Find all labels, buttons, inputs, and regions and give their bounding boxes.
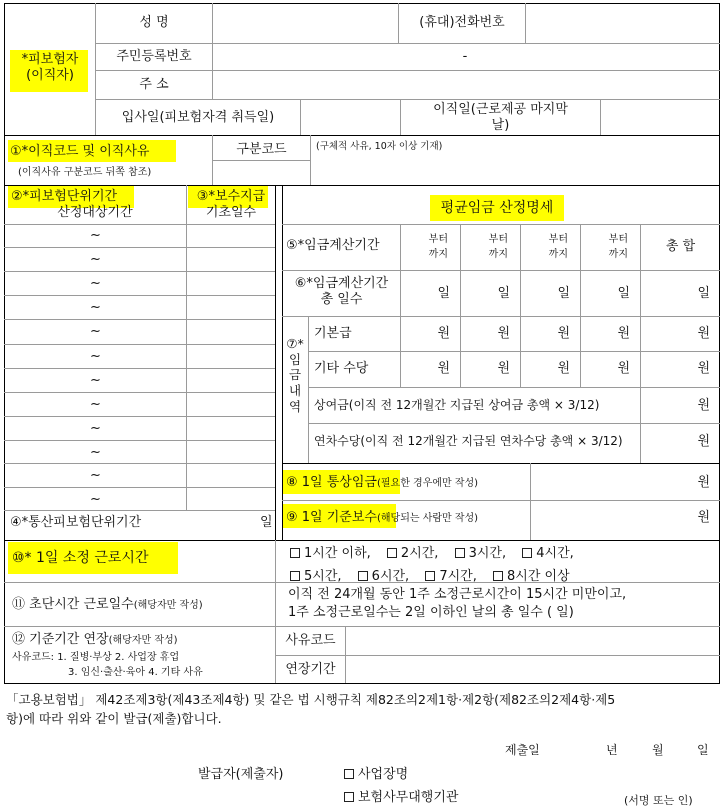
annual-leave-label-text: 연차수당(이직 전 12개월간 지급된 연차수당 총액 × 3/12) (314, 434, 623, 448)
period-row-5: ~ (90, 324, 101, 339)
wage-from-to-1 (400, 232, 460, 262)
base-pay-won-4: 원 (617, 326, 630, 341)
base-pay-label: 기본급 (314, 326, 352, 341)
extension-label: ⑫ 기준기간 연장 (12, 632, 109, 647)
name-label: 성 명 (139, 15, 169, 30)
issuer-label: 발급자(제출자) (198, 767, 284, 782)
total-days-label (283, 276, 400, 307)
other-won-4: 원 (617, 361, 630, 376)
insured-label (5, 52, 95, 83)
short-time (12, 597, 203, 613)
ordinary-wage (286, 475, 478, 491)
checkbox-6h[interactable] (358, 571, 368, 581)
period-row-8: ~ (90, 397, 101, 412)
period-row-1: ~ (90, 228, 101, 243)
bonus-label (314, 398, 599, 412)
date-label: 제출일 (505, 743, 540, 757)
days-unit-1: 일 (437, 286, 450, 301)
wage-period-label: ⑤*임금계산기간 (286, 238, 380, 253)
period-row-10: ~ (90, 445, 101, 460)
option-4h: 4시간, (536, 546, 574, 561)
to-2: 까지 (488, 249, 508, 260)
from-4: 부터 (608, 234, 628, 245)
period-row-3: ~ (90, 276, 101, 291)
other-allowance-label: 기타 수당 (314, 361, 369, 376)
bonus-label-text: 상여금(이직 전 12개월간 지급된 상여금 총액 × 3/12) (314, 398, 600, 412)
wage-total-label: 총 합 (665, 239, 696, 254)
days-unit-3: 일 (557, 286, 570, 301)
checkbox-3h[interactable] (455, 548, 465, 558)
option-5h: 5시간, (304, 569, 342, 584)
other-won-5: 원 (697, 361, 710, 376)
reason-code-label: 사유코드 (285, 633, 336, 648)
total-period-label: ④*통산피보험단위기간 (10, 515, 142, 530)
leave-reason-subtitle: (이직사유 구분코드 뒤쪽 참조) (18, 167, 152, 178)
base-pay-daily (286, 510, 478, 526)
checkbox-2h[interactable] (387, 548, 397, 558)
to-4: 까지 (608, 249, 628, 260)
checkbox-business[interactable] (344, 769, 354, 779)
wage-from-to-4 (580, 232, 640, 262)
wage-details-side-label: ⑦*임금내역 (286, 336, 304, 414)
extension-period-label: 연장기간 (285, 662, 336, 677)
days-unit-2: 일 (497, 286, 510, 301)
extension-note: (해당자만 작성) (108, 635, 178, 646)
option-3h: 3시간, (468, 546, 507, 561)
ordinary-wage-won: 원 (697, 475, 710, 490)
base-pay-won-2: 원 (497, 326, 510, 341)
from-2: 부터 (488, 234, 508, 245)
option-business-label: 사업장명 (358, 767, 409, 782)
period-row-4: ~ (90, 300, 101, 315)
short-time-label: ⑪ 초단시간 근로일수 (12, 597, 134, 612)
ordinary-wage-label: ⑧ 1일 통상임금 (286, 475, 377, 490)
rrn-label: 주민등록번호 (116, 49, 192, 64)
leave-reason-title: ①*이직코드 및 이직사유 (10, 144, 150, 159)
work-hours-label: ⑩* 1일 소정 근로시간 (12, 550, 149, 566)
period-header-line1: ②*피보험단위기간 (11, 189, 118, 204)
checkbox-7h[interactable] (425, 571, 435, 581)
checkbox-5h[interactable] (290, 571, 300, 581)
statement-line1: 「고용보험법」 제42조제3항(제43조제4항) 및 같은 법 시행규칙 제82조의2제1항·제2항(제82조의2제4항·제5 (6, 692, 616, 707)
period-header (5, 189, 185, 220)
days-unit-5: 일 (697, 286, 710, 301)
date-day: 일 (697, 743, 709, 757)
extension-codes-line1: 사유코드: 1. 질병·부상 2. 사업장 휴업 (12, 652, 180, 663)
leave-date-line2: 날) (491, 117, 510, 133)
work-hours-options-row1 (290, 542, 586, 561)
signature-label: (서명 또는 인) (624, 794, 693, 807)
insured-label-line1: *피보험자 (21, 52, 79, 67)
pay-days-header-line1: ③*보수지급 (196, 189, 266, 204)
statement-line2: 항)에 따라 위와 같이 발급(제출)합니다. (6, 711, 222, 727)
leave-code-label: 구분코드 (236, 142, 287, 157)
to-3: 까지 (548, 249, 568, 260)
from-1: 부터 (428, 234, 448, 245)
base-pay-daily-label: ⑨ 1일 기준보수 (286, 510, 377, 525)
annual-leave-label (314, 434, 623, 448)
leave-detail-hint: (구체적 사유, 10자 이상 기재) (316, 141, 443, 152)
wage-from-to-3 (520, 232, 580, 262)
base-pay-daily-won: 원 (697, 510, 710, 525)
total-days-line2: 총 일수 (320, 291, 363, 307)
period-row-9: ~ (90, 421, 101, 436)
other-won-3: 원 (557, 361, 570, 376)
period-row-2: ~ (90, 252, 101, 267)
checkbox-1h[interactable] (290, 548, 300, 558)
statement (6, 690, 615, 729)
short-time-note: (해당자만 작성) (133, 600, 203, 611)
base-pay-won-5: 원 (697, 326, 710, 341)
option-1h: 1시간 이하, (304, 546, 371, 561)
insured-label-line2: (이직자) (26, 67, 74, 83)
hire-date-label: 입사일(피보험자격 취득일) (121, 110, 275, 125)
to-1: 까지 (428, 249, 448, 260)
checkbox-agency[interactable] (344, 792, 354, 802)
rrn-separator: - (462, 49, 468, 64)
period-row-6: ~ (90, 349, 101, 364)
short-time-desc-line1: 이직 전 24개월 동안 1주 소정근로시간이 15시간 미만이고, (288, 587, 627, 602)
total-days-line1: ⑥*임금계산기간 (294, 276, 389, 291)
checkbox-4h[interactable] (522, 548, 532, 558)
leave-date-label (401, 102, 600, 133)
bonus-won: 원 (697, 398, 710, 413)
option-6h: 6시간, (371, 569, 410, 584)
option-7h: 7시간, (439, 569, 477, 584)
work-hours-options-row2 (290, 565, 582, 584)
short-time-desc (288, 586, 626, 621)
base-pay-daily-note: (해당되는 사람만 작성) (376, 513, 479, 524)
option-8h: 8시간 이상 (507, 569, 570, 584)
period-row-11: ~ (90, 468, 101, 483)
base-pay-won-3: 원 (557, 326, 570, 341)
extension-codes-line2: 3. 임신·출산·육아 4. 기타 사유 (68, 667, 203, 678)
annual-leave-won: 원 (697, 434, 710, 449)
date-month: 월 (652, 743, 664, 757)
pay-days-header-line2: 기초일수 (205, 204, 257, 220)
other-won-1: 원 (437, 361, 450, 376)
other-won-2: 원 (497, 361, 510, 376)
ordinary-wage-note: (필요한 경우에만 작성) (376, 478, 479, 489)
option-2h: 2시간, (400, 546, 439, 561)
pay-days-header (187, 189, 275, 220)
period-row-7: ~ (90, 373, 101, 388)
date-year: 년 (606, 743, 618, 757)
extension (12, 632, 178, 648)
period-header-line2: 산정대상기간 (57, 204, 133, 220)
base-pay-won-1: 원 (437, 326, 450, 341)
short-time-desc-line2: 1주 소정근로일수는 2일 이하인 날의 총 일수 ( 일) (288, 604, 574, 620)
phone-label: (휴대)전화번호 (419, 15, 505, 30)
wage-title: 평균임금 산정명세 (440, 200, 554, 216)
wage-from-to-2 (460, 232, 520, 262)
option-agency-label: 보험사무대행기관 (358, 790, 459, 805)
from-3: 부터 (548, 234, 568, 245)
issuer-option-agency (344, 790, 458, 806)
total-period-unit: 일 (260, 515, 273, 530)
leave-date-line1: 이직일(근로제공 마지막 (433, 102, 568, 117)
period-row-12: ~ (90, 492, 101, 507)
days-unit-4: 일 (617, 286, 630, 301)
address-label: 주 소 (139, 77, 169, 92)
checkbox-8h[interactable] (493, 571, 503, 581)
issuer-option-business (344, 767, 408, 783)
